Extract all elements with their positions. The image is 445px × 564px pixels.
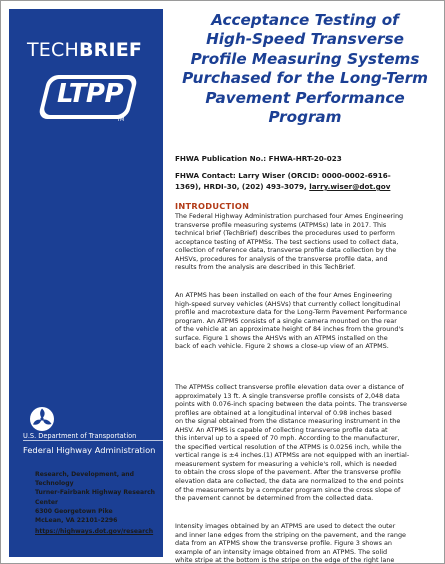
text-line: the specified vertical resolution of the ATPMS is 0.0256 inch, while the bbox=[175, 442, 402, 451]
paragraph-intro bbox=[175, 212, 437, 272]
contact-info bbox=[175, 170, 437, 193]
title-line: Acceptance Testing of bbox=[211, 11, 399, 29]
publication-number: FHWA Publication No.: FHWA-HRT-20-023 bbox=[175, 154, 342, 163]
text-line: collection of reference data, transverse profile data collection by the bbox=[175, 246, 397, 255]
research-website-link[interactable]: https://highways.dot.gov/research bbox=[35, 528, 154, 535]
text-line: program. An ATPMS consists of a single camera mounted on the rear bbox=[175, 316, 397, 325]
text-line: of the vehicle at an approximate height of 84 inches from the ground's bbox=[175, 325, 404, 334]
address-line: Research, Development, and bbox=[35, 471, 135, 478]
text-line: profiles are obtained at a longitudinal interval of 0.98 inches based bbox=[175, 408, 392, 417]
address-block bbox=[35, 470, 159, 525]
section-heading: INTRODUCTION bbox=[175, 201, 250, 211]
text-line: vertical range is ±4 inches.(1) ATPMSs are not equipped with an inertial- bbox=[175, 451, 410, 460]
contact-email-link[interactable]: larry.wiser@dot.gov bbox=[309, 182, 391, 191]
brand-brief: BRIEF bbox=[78, 39, 143, 61]
text-line: and inner lane edges from the striping on the pavement, and the range bbox=[175, 530, 407, 539]
techbrief-brand bbox=[27, 39, 142, 61]
text-line: elevation data are collected, the data are normalized to the end points bbox=[175, 477, 404, 486]
paragraph-intensity-images bbox=[175, 522, 437, 564]
text-line: data from an ATPMS show the transverse profile. Figure 3 shows an bbox=[175, 539, 393, 548]
text-line: AHSVs, procedures for analysis of the transverse profile data, and bbox=[175, 254, 388, 263]
text-line: An ATPMS has been installed on each of the four Ames Engineering bbox=[175, 291, 392, 299]
text-line: acceptance testing of ATPMSs. The test sections used to collect data, bbox=[175, 237, 399, 246]
text-line: AHSV. An ATPMS is capable of collecting transverse profile data at bbox=[175, 425, 388, 434]
contact-line-text: 1369), HRDI-30, (202) 493-3079, bbox=[175, 182, 310, 191]
ltpp-logo-text: LTPP bbox=[56, 79, 124, 109]
address-line: Technology bbox=[35, 480, 74, 488]
title-line: Pavement Performance bbox=[205, 88, 405, 107]
title-line: Purchased for the Long-Term bbox=[182, 69, 428, 88]
text-line: of the measurements by a computer program since the cross slope of bbox=[175, 485, 401, 494]
text-line: Intensity images obtained by an ATPMS are used to detect the outer bbox=[175, 522, 396, 530]
text-line: measurement system for measuring a vehicle's roll, which is needed bbox=[175, 459, 397, 468]
ltpp-logo bbox=[35, 73, 139, 123]
address-line: Center bbox=[35, 498, 58, 506]
text-line: back of each vehicle. Figure 2 shows a close-up view of an ATPMS. bbox=[175, 342, 389, 351]
text-line: white stripe at the bottom is the stripe on the edge of the right lane bbox=[175, 556, 395, 564]
text-line: profile and macrotexture data for the Long-Term Pavement Performance bbox=[175, 308, 408, 317]
text-line: results from the analysis are described in this TechBrief. bbox=[175, 263, 356, 272]
publication-meta bbox=[175, 153, 437, 193]
ltpp-trademark: TM bbox=[117, 117, 125, 123]
brand-tech: TECH bbox=[27, 39, 79, 61]
dot-triskelion-icon bbox=[29, 406, 55, 432]
address-line: McLean, VA 22101-2296 bbox=[35, 517, 118, 525]
text-line: transverse profile measuring systems (ATPMSs) late in 2017. This bbox=[175, 220, 387, 229]
contact-line: FHWA Contact: Larry Wiser (ORCID: 0000-0002-6916- bbox=[175, 170, 391, 180]
text-line: high-speed survey vehicles (AHSVs) that currently collect longitudinal bbox=[175, 299, 401, 308]
title-line: Program bbox=[268, 108, 342, 127]
text-line: this interval up to a speed of 70 mph. According to the manufacturer, bbox=[175, 434, 400, 443]
text-line: to obtain the cross slope of the pavement. After the transverse profile bbox=[175, 468, 401, 477]
text-line: approximately 13 ft. A single transverse profile consists of 2,048 data bbox=[175, 391, 400, 400]
paragraph-installation bbox=[175, 291, 437, 351]
agency-department: U.S. Department of Transportation bbox=[23, 432, 137, 440]
paragraph-data-collection bbox=[175, 383, 437, 503]
text-line: the pavement cannot be determined from the collected data. bbox=[175, 494, 374, 503]
agency-name: Federal Highway Administration bbox=[23, 445, 156, 455]
title-line: High-Speed Transverse bbox=[206, 30, 404, 49]
text-line: on the signal obtained from the distance measuring instrument in the bbox=[175, 417, 401, 426]
text-line: The Federal Highway Administration purchased four Ames Engineering bbox=[175, 212, 404, 220]
address-line: Turner-Fairbank Highway Research bbox=[35, 489, 156, 497]
text-line: points with 0.076-inch spacing between the data points. The transverse bbox=[175, 400, 407, 409]
contact-line bbox=[175, 181, 437, 193]
agency-block bbox=[23, 432, 171, 455]
text-line: surface. Figure 1 shows the AHSVs with an ATPMS installed on the bbox=[175, 333, 388, 342]
title-line: Profile Measuring Systems bbox=[190, 49, 420, 68]
document-title bbox=[169, 11, 441, 127]
text-line: The ATPMSs collect transverse profile elevation data over a distance of bbox=[175, 383, 404, 391]
text-line: example of an intensity image obtained from an ATPMS. The solid bbox=[175, 547, 388, 556]
address-line: 6300 Georgetown Pike bbox=[35, 507, 113, 515]
text-line: technical brief (TechBrief) describes the procedures used to perform bbox=[175, 229, 395, 238]
